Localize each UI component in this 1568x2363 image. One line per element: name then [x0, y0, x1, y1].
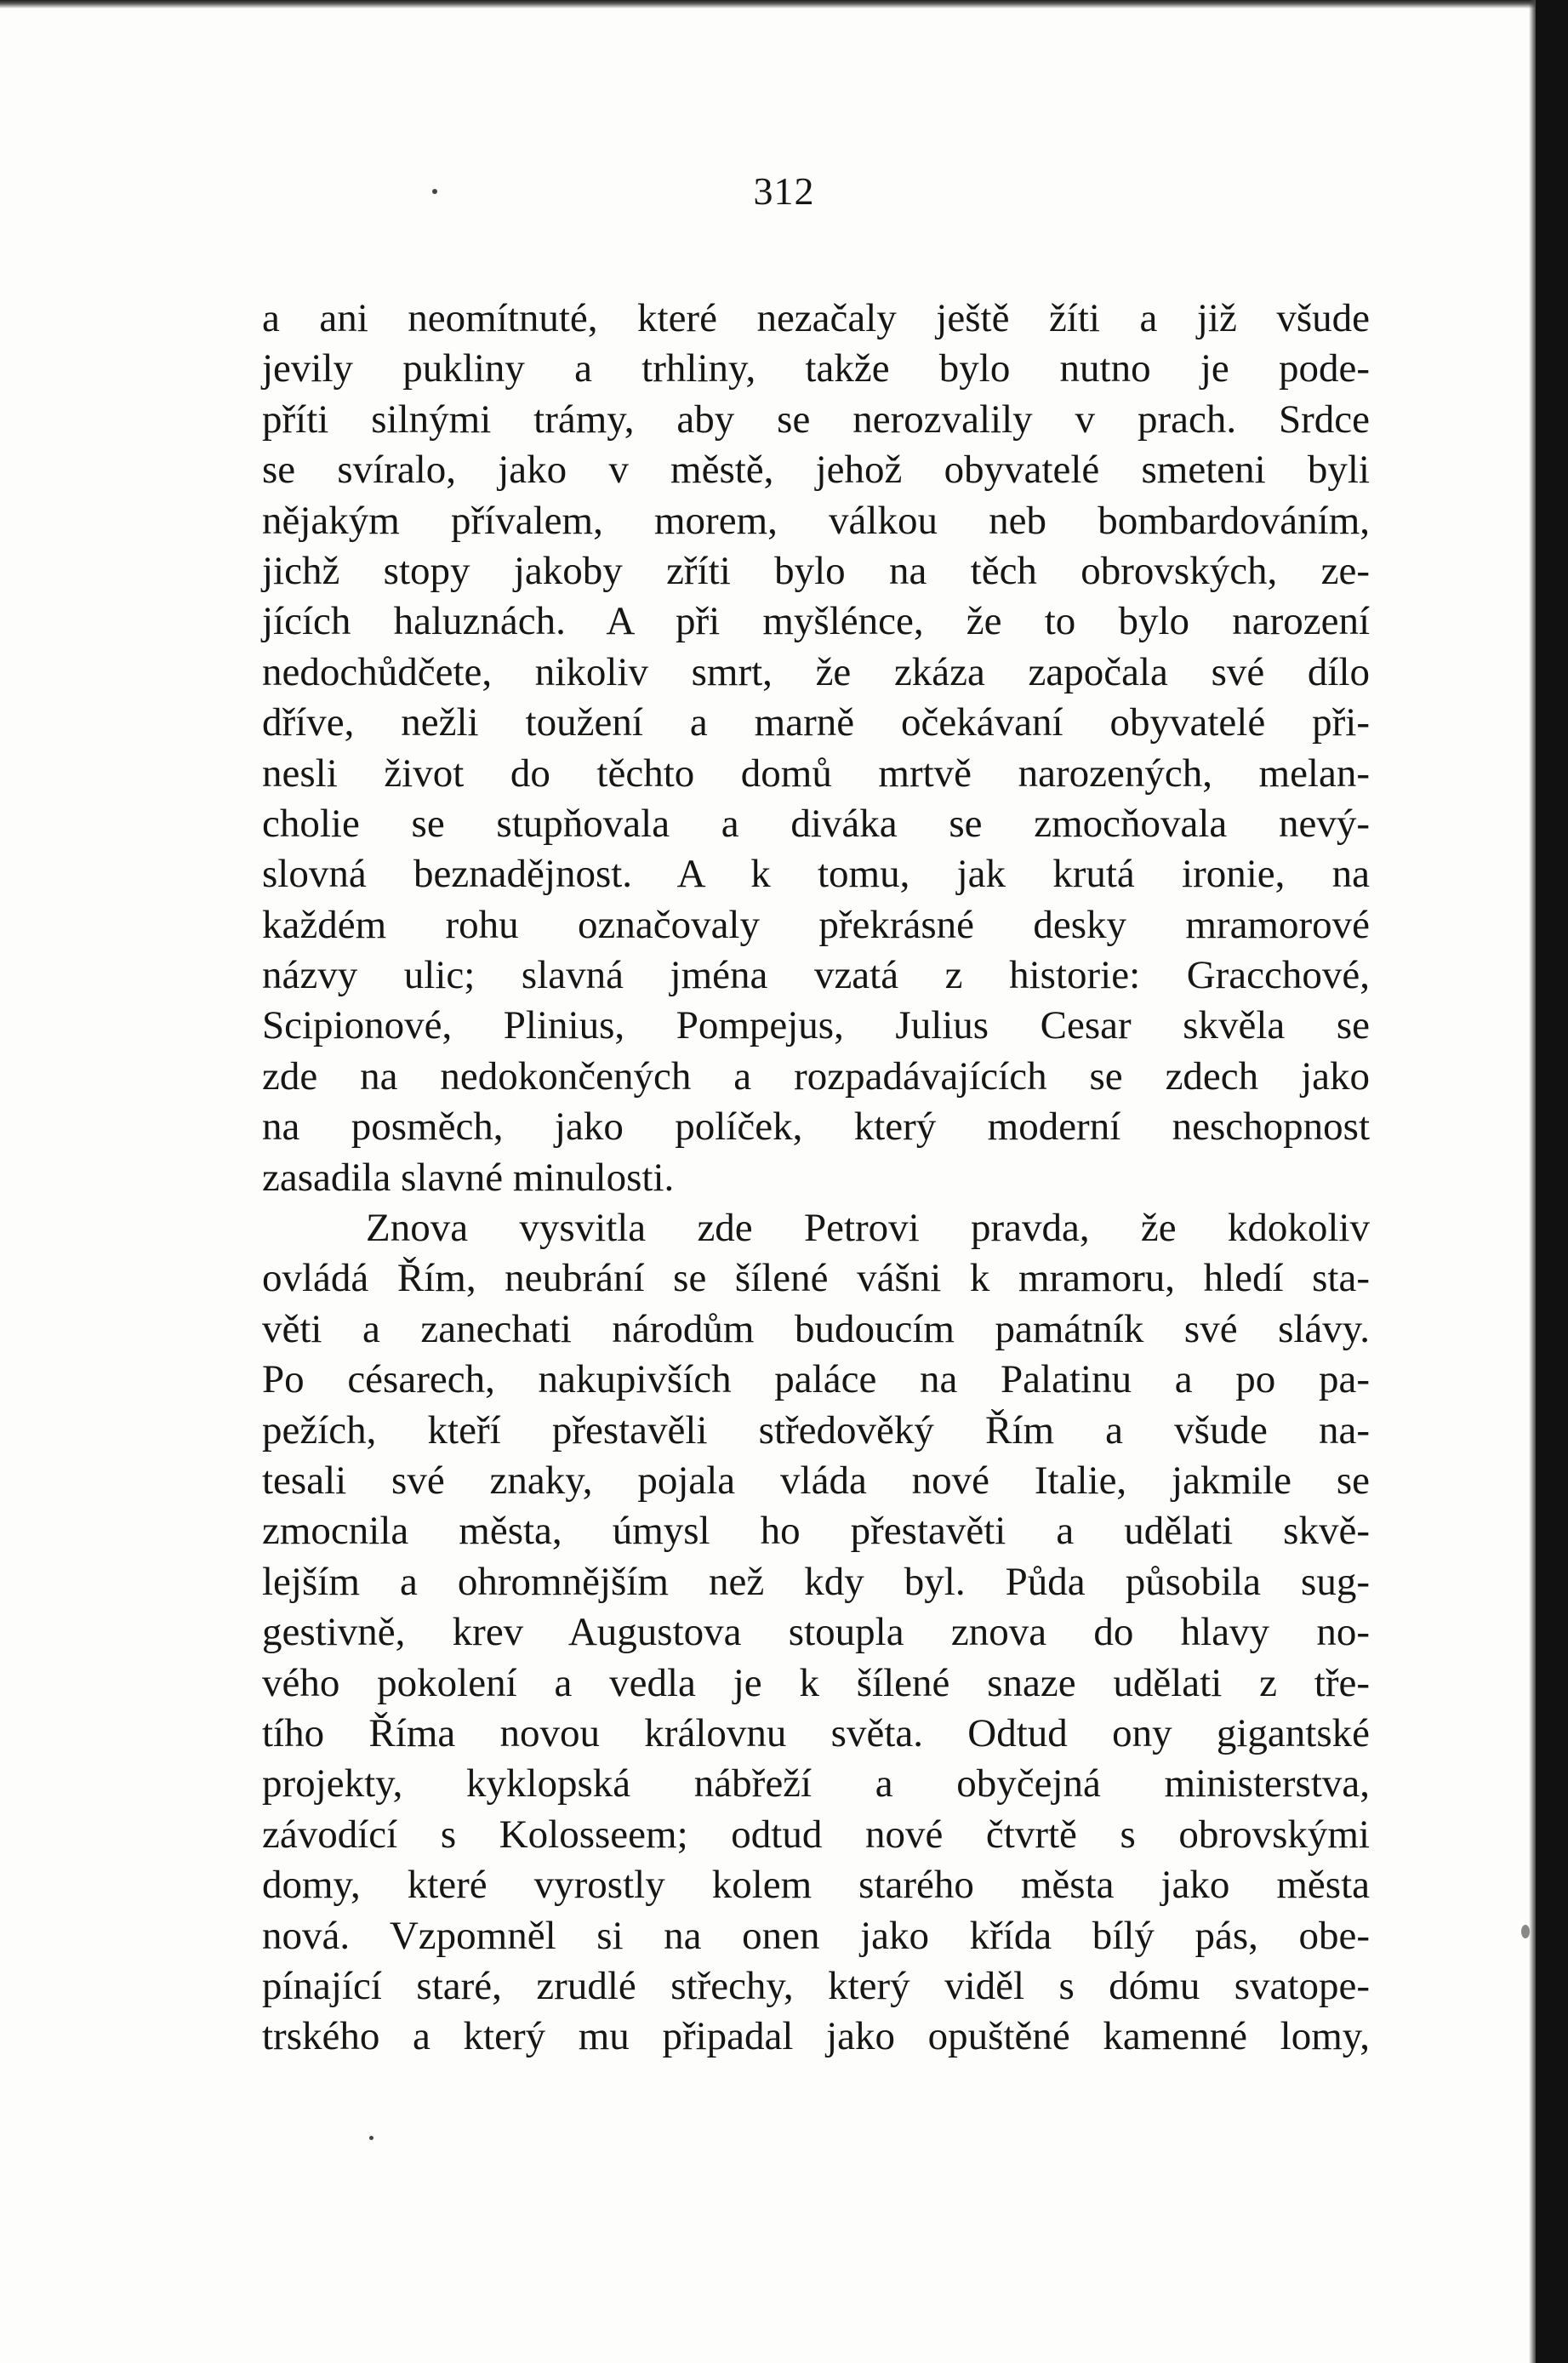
text-line: cholie se stupňovala a diváka se zmocňovala nevý- [262, 801, 1370, 846]
text-line: nedochůdčete, nikoliv smrt, že zkáza započala své dílo [262, 649, 1370, 694]
text-line: nová. Vzpomněl si na onen jako křída bílý pás, obe- [262, 1913, 1370, 1958]
text-line: a ani neomítnuté, které nezačaly ještě žíti a již všude [262, 296, 1370, 340]
text-line: gestivně, krev Augustova stoupla znova do hlavy no- [262, 1610, 1370, 1655]
text-line: závodící s Kolosseem; odtud nové čtvrtě s obrovskými [262, 1812, 1370, 1857]
text-line: ovládá Řím, neubrání se šílené vášni k mramoru, hledí sta- [262, 1256, 1370, 1301]
scan-speck [1521, 1925, 1530, 1938]
page-number: 312 [753, 169, 815, 213]
text-line: nesli život do těchto domů mrtvě narozených, melan- [262, 751, 1370, 796]
text-line: slovná beznadějnost. A k tomu, jak krutá ironie, na [262, 852, 1370, 897]
scan-binding-shadow [1529, 0, 1536, 2363]
body-text [262, 294, 1370, 2063]
text-line: názvy ulic; slavná jména vzatá z historie: Gracchové, [262, 953, 1370, 998]
text-line: jících haluznách. A při myšlénce, že to bylo narození [262, 599, 1370, 644]
text-line: dříve, nežli toužení a marně očekávaní obyvatelé při- [262, 700, 1370, 745]
text-line: vého pokolení a vedla je k šílené snaze udělati z tře- [262, 1660, 1370, 1705]
text-line: nějakým přívalem, morem, válkou neb bombardováním, [262, 498, 1370, 543]
text-line: jevily pukliny a trhliny, takže bylo nutno je pode- [262, 346, 1370, 391]
text-line: pínající staré, zrudlé střechy, který viděl s dómu svatope- [262, 1963, 1370, 2008]
text-line: trského a který mu připadal jako opuštěné kamenné lomy, [262, 2014, 1370, 2059]
scan-top-edge [0, 0, 1568, 9]
text-line: každém rohu označovaly překrásné desky mramorové [262, 902, 1370, 947]
text-line-paragraph-end: zasadila slavné minulosti. [262, 1155, 675, 1200]
text-line: projekty, kyklopská nábřeží a obyčejná ministerstva, [262, 1761, 1370, 1806]
text-line: pežích, kteří přestavěli středověký Řím a všude na- [262, 1407, 1370, 1453]
text-line: věti a zanechati národům budoucím památník své slávy. [262, 1306, 1370, 1351]
text-line: zmocnila města, úmysl ho přestavěti a udělati skvě- [262, 1509, 1370, 1554]
text-line: se svíralo, jako v městě, jehož obyvatelé smeteni byli [262, 448, 1370, 493]
text-line: jichž stopy jakoby zříti bylo na těch obrovských, ze- [262, 548, 1370, 593]
text-line: domy, které vyrostly kolem starého města jako města [262, 1863, 1370, 1908]
text-line: tího Říma novou královnu světa. Odtud ony gigantské [262, 1710, 1370, 1755]
scan-right-edge [1536, 0, 1568, 2363]
text-line: Po césarech, nakupivších paláce na Palatinu a po pa- [262, 1357, 1370, 1402]
text-line: příti silnými trámy, aby se nerozvalily v prach. Srdce [262, 397, 1370, 442]
text-line: Scipionové, Plinius, Pompejus, Julius Cesar skvěla se [262, 1003, 1370, 1048]
text-line: tesali své znaky, pojala vláda nové Italie, jakmile se [262, 1458, 1370, 1503]
text-line: zde na nedokončených a rozpadávajících se zdech jako [262, 1053, 1370, 1099]
text-line: na posměch, jako políček, který moderní neschopnost [262, 1104, 1370, 1150]
scan-speck [369, 2136, 373, 2140]
text-line: lejším a ohromnějším než kdy byl. Půda působila sug- [262, 1559, 1370, 1604]
text-line-paragraph-start: Znova vysvitla zde Petrovi pravda, že kdokoliv [366, 1206, 1370, 1251]
